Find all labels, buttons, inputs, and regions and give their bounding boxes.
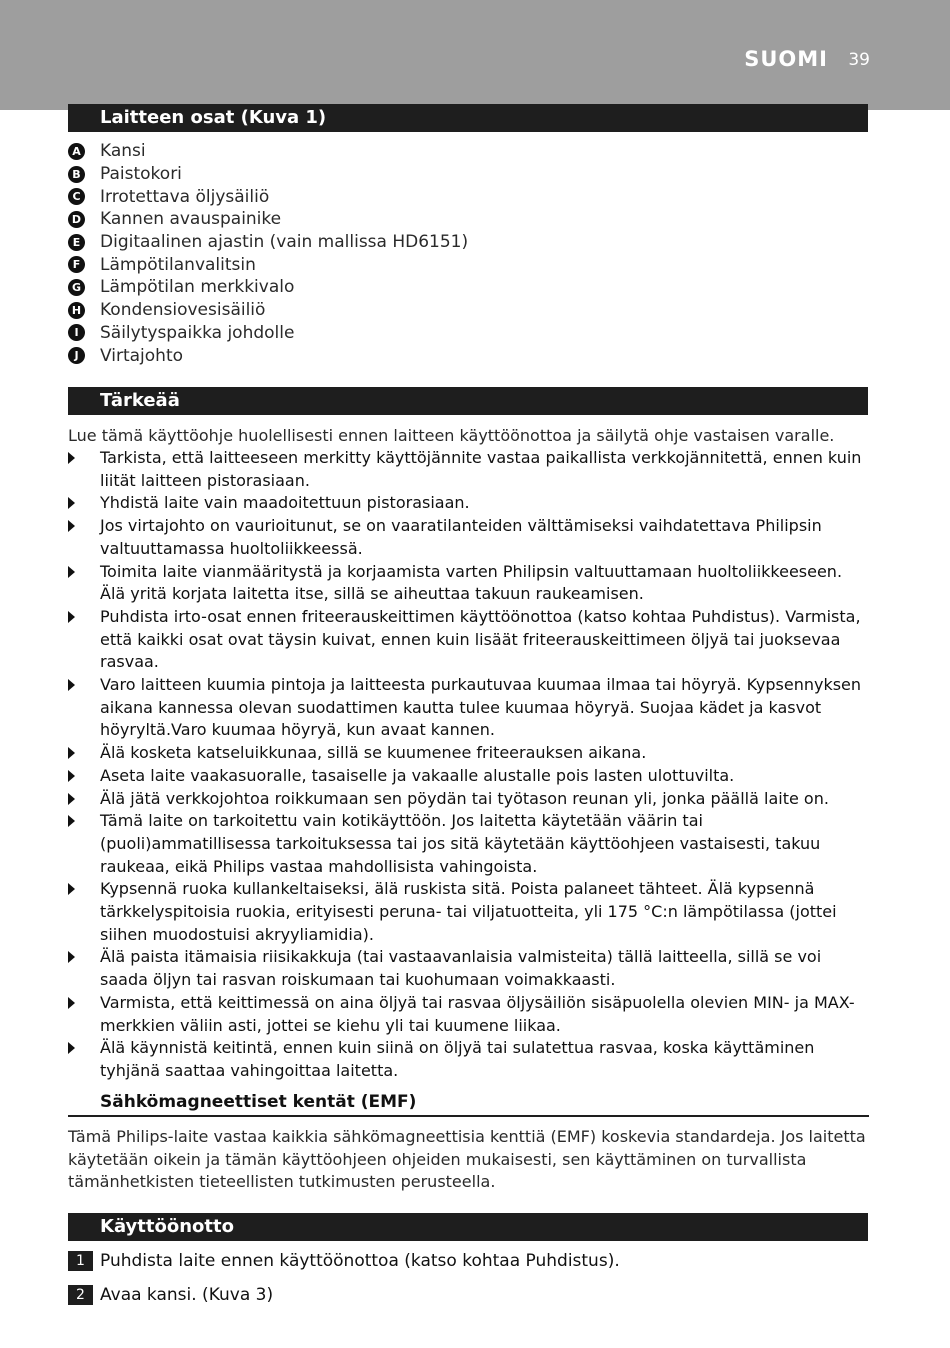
safety-list	[68, 447, 868, 1083]
list-item	[68, 810, 868, 878]
list-item	[68, 163, 468, 186]
list-item	[68, 299, 468, 322]
part-label: Virtajohto	[100, 345, 184, 366]
letter-badge: C	[68, 188, 85, 205]
part-label: Lämpötilanvalitsin	[100, 254, 256, 275]
bullet-arrow-icon	[68, 793, 75, 805]
bullet-arrow-icon	[68, 452, 75, 464]
bullet-text: Älä käynnistä keitintä, ennen kuin siinä on öljyä tai sulatettua rasvaa, koska käyttäminen tyhjänä saattaa vahingoittaa laitetta.	[100, 1038, 815, 1080]
letter-badge: J	[68, 347, 85, 364]
part-label: Lämpötilan merkkivalo	[100, 277, 295, 298]
list-item	[68, 765, 868, 788]
list-item	[68, 140, 468, 163]
bullet-arrow-icon	[68, 770, 75, 782]
bullet-text: Varo laitteen kuumia pintoja ja laitteesta purkautuvaa kuumaa ilmaa tai höyryä. Kypsennyksen aikana kannessa olevan suodattimen kautta tulee kuumaa höyryä. Suojaa kädet ja kasvot höyryltä.Varo kuumaa höyryä, kun avaat kannen.	[100, 675, 862, 740]
list-item	[68, 674, 868, 742]
list-item	[68, 492, 868, 515]
letter-badge: E	[68, 234, 85, 251]
part-label: Digitaalinen ajastin (vain mallissa HD6151)	[100, 232, 469, 253]
list-item	[68, 515, 868, 560]
letter-badge: D	[68, 211, 85, 228]
list-item	[68, 447, 868, 492]
bullet-text: Älä jätä verkkojohtoa roikkumaan sen pöydän tai työtason reunan yli, jonka päällä laite on.	[100, 788, 829, 808]
list-item	[68, 208, 468, 231]
bullet-arrow-icon	[68, 566, 75, 578]
parts-list	[68, 140, 468, 367]
bullet-text: Tarkista, että laitteeseen merkitty käyttöjännite vastaa paikallista verkkojännitettä, ennen kuin liität laitteen pistorasiaan.	[100, 448, 862, 490]
letter-badge: B	[68, 166, 85, 183]
letter-badge: H	[68, 302, 85, 319]
bullet-text: Toimita laite vianmääritystä ja korjaamista varten Philipsin valtuuttamaan huoltoliikkeeseen. Älä yritä korjata laitetta itse, sillä se aiheuttaa takuun raukeamisen.	[100, 561, 843, 604]
bullet-arrow-icon	[68, 520, 75, 532]
list-item	[68, 742, 868, 765]
list-item	[68, 1037, 868, 1082]
list-item	[68, 561, 868, 606]
bullet-text: Kypsennä ruoka kullankeltaiseksi, älä ruskista sitä. Poista palaneet tähteet. Älä kypsennä tärkkelyspitoisia ruokia, erityisesti peruna- tai viljatuotteita, yli 175 °C:n lämpötilassa (jottei siihen muodostuisi akryyliamidia).	[100, 879, 837, 944]
part-label: Kondensiovesisäiliö	[100, 300, 266, 321]
list-item	[68, 253, 468, 276]
letter-badge: I	[68, 324, 85, 341]
bullet-text: Älä kosketa katseluikkunaa, sillä se kuumenee friteerauksen aikana.	[100, 743, 647, 763]
bullet-text: Jos virtajohto on vaurioitunut, se on vaaratilanteiden välttämiseksi vaihdatettava Philipsin valtuuttamassa huoltoliikkeessä.	[100, 516, 822, 558]
step-item	[68, 1250, 620, 1272]
list-item	[68, 344, 468, 367]
bullet-text: Aseta laite vaakasuoralle, tasaiselle ja vakaalle alustalle pois lasten ulottuvilta.	[100, 765, 735, 785]
part-label: Kansi	[100, 141, 146, 162]
list-item	[68, 231, 468, 254]
part-label: Irrotettava öljysäiliö	[100, 186, 270, 207]
step-item	[68, 1284, 273, 1306]
language-label: SUOMI	[744, 47, 828, 71]
section-heading-first-use: Käyttöönotto	[68, 1213, 868, 1241]
list-item	[68, 322, 468, 345]
list-item	[68, 788, 868, 811]
page-number: 39	[848, 50, 870, 70]
page-header	[0, 0, 950, 110]
list-item	[68, 606, 868, 674]
part-label: Kannen avauspainike	[100, 209, 282, 230]
bullet-text: Tämä laite on tarkoitettu vain kotikäyttöön. Jos laitetta käytetään väärin tai (puoli)ammatillisessa tarkoituksessa tai jos sitä käytetään käyttöohjeen vastaisesti, takuu raukeaa, eikä Philips vastaa mahdollisista vahingoista.	[100, 811, 821, 876]
list-item	[68, 946, 868, 991]
bullet-arrow-icon	[68, 883, 75, 895]
bullet-arrow-icon	[68, 497, 75, 509]
letter-badge: F	[68, 256, 85, 273]
bullet-arrow-icon	[68, 815, 75, 827]
bullet-arrow-icon	[68, 747, 75, 759]
bullet-arrow-icon	[68, 951, 75, 963]
section-heading-emf: Sähkömagneettiset kentät (EMF)	[68, 1091, 869, 1117]
part-label: Säilytyspaikka johdolle	[100, 322, 295, 343]
important-intro: Lue tämä käyttöohje huolellisesti ennen laitteen käyttöönottoa ja säilytä ohje vastaisen varalle.	[68, 426, 835, 445]
bullet-arrow-icon	[68, 611, 75, 623]
emf-paragraph: Tämä Philips-laite vastaa kaikkia sähkömagneettisia kenttiä (EMF) koskevia standardeja. Jos laitetta käytetään oikein ja tämän käyttöohjeen ohjeiden mukaisesti, sen käyttäminen on turvallista tämänhetkisten tieteellisten tutkimusten perusteella.	[68, 1127, 866, 1192]
section-heading-important: Tärkeää	[68, 387, 868, 415]
section-heading-parts: Laitteen osat (Kuva 1)	[68, 104, 868, 132]
list-item	[68, 185, 468, 208]
letter-badge: G	[68, 279, 85, 296]
step-number: 2	[68, 1285, 93, 1305]
list-item	[68, 992, 868, 1037]
step-number: 1	[68, 1251, 93, 1271]
bullet-text: Varmista, että keittimessä on aina öljyä tai rasvaa öljysäiliön sisäpuolella olevien MIN- ja MAX-merkkien väliin asti, jottei se kiehu yli tai kuumene liikaa.	[100, 992, 855, 1035]
bullet-text: Älä paista itämaisia riisikakkuja (tai vastaavanlaisia valmisteita) tällä laitteella, sillä se voi saada öljyn tai rasvan roiskumaan tai kuohumaan voimakkaasti.	[100, 947, 822, 990]
step-text: Puhdista laite ennen käyttöönottoa (katso kohtaa Puhdistus).	[100, 1251, 620, 1271]
bullet-arrow-icon	[68, 1042, 75, 1054]
bullet-arrow-icon	[68, 997, 75, 1009]
letter-badge: A	[68, 143, 85, 160]
list-item	[68, 276, 468, 299]
list-item	[68, 878, 868, 946]
part-label: Paistokori	[100, 164, 182, 185]
bullet-text: Puhdista irto-osat ennen friteerauskeittimen käyttöönottoa (katso kohtaa Puhdistus). Varmista, että kaikki osat ovat täysin kuivat, ennen kuin lisäät friteerauskeittimeen öljyä tai juoksevaa rasvaa.	[100, 606, 861, 672]
bullet-arrow-icon	[68, 679, 75, 691]
bullet-text: Yhdistä laite vain maadoitettuun pistorasiaan.	[100, 493, 470, 513]
step-text: Avaa kansi. (Kuva 3)	[100, 1285, 274, 1305]
